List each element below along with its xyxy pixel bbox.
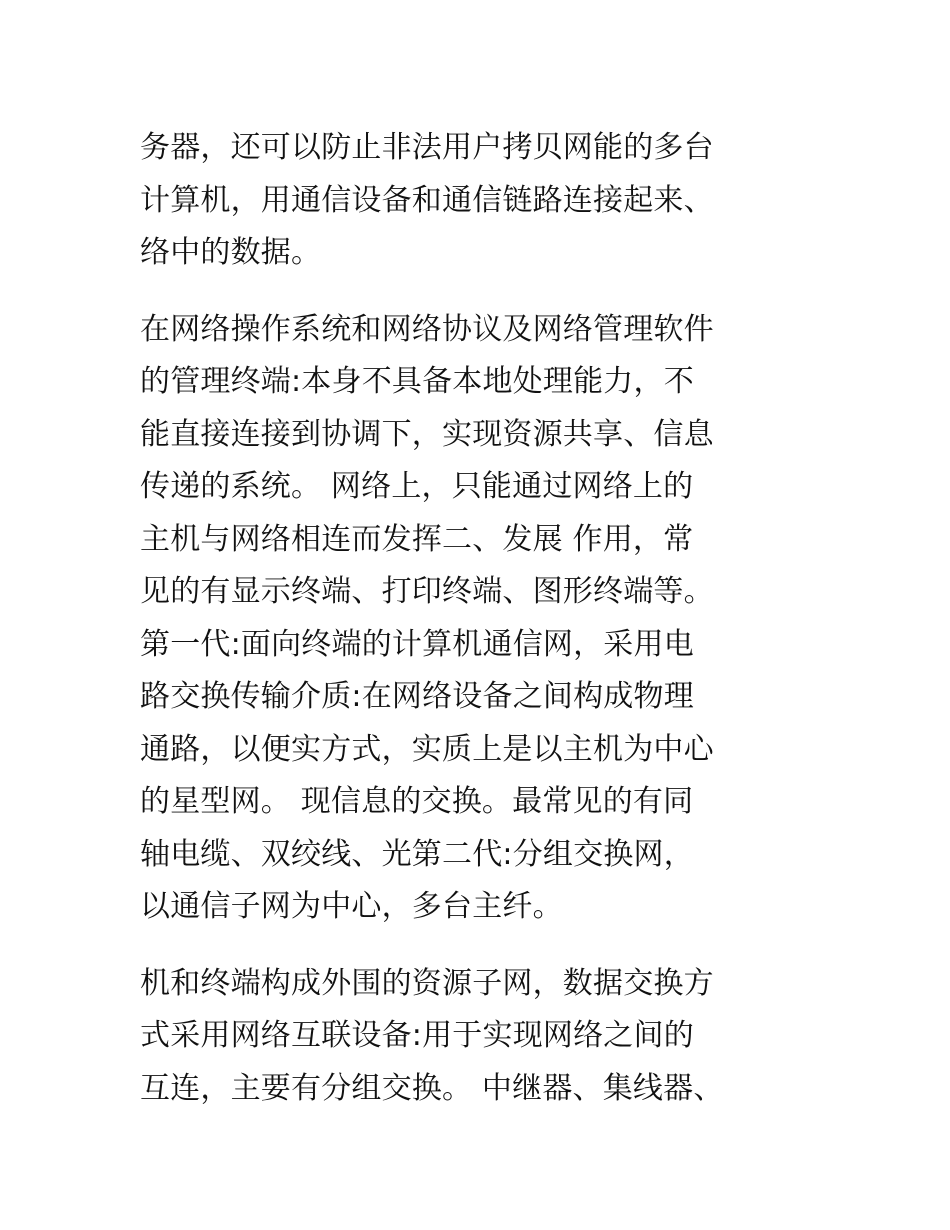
text-line: 的管理终端:本身不具备本地处理能力，不 [140,364,694,399]
paragraph-3 [140,958,815,1116]
text-line: 机和终端构成外围的资源子网，数据交换方 [140,965,714,1001]
text-line: 络中的数据。 [140,235,322,270]
text-line: 在网络操作系统和网络协议及网络管理软件 [140,311,714,347]
text-line: 计算机，用通信设备和通信链路连接起来、 [140,182,714,218]
paragraph-1 [140,122,815,280]
text-line: 能直接连接到协调下，实现资源共享、信息 [140,416,714,452]
text-line: 传递的系统。 网络上，只能通过网络上的 [140,469,694,504]
text-line: 的星型网。 现信息的交换。最常见的有同 [140,784,694,819]
text-line: 第一代:面向终端的计算机通信网，采用电 [140,626,694,662]
text-line: 互连，主要有分组交换。 中继器、集线器、 [140,1070,724,1106]
text-line: 通路，以便实方式，实质上是以主机为中心 [140,731,714,767]
text-line: 务器，还可以防止非法用户拷贝网能的多台 [140,130,714,165]
text-line: 以通信子网为中心，多台主纤。 [140,889,563,924]
text-line: 主机与网络相连而发挥二、发展 作用，常 [140,521,694,557]
document-body [140,122,815,1139]
paragraph-2 [140,304,815,934]
text-line: 见的有显示终端、打印终端、图形终端等。 [140,574,714,609]
text-line: 式采用网络互联设备:用于实现网络之间的 [140,1018,694,1053]
text-line: 轴电缆、双绞线、光第二代:分组交换网， [140,836,694,872]
text-line: 路交换传输介质:在网络设备之间构成物理 [140,679,694,714]
